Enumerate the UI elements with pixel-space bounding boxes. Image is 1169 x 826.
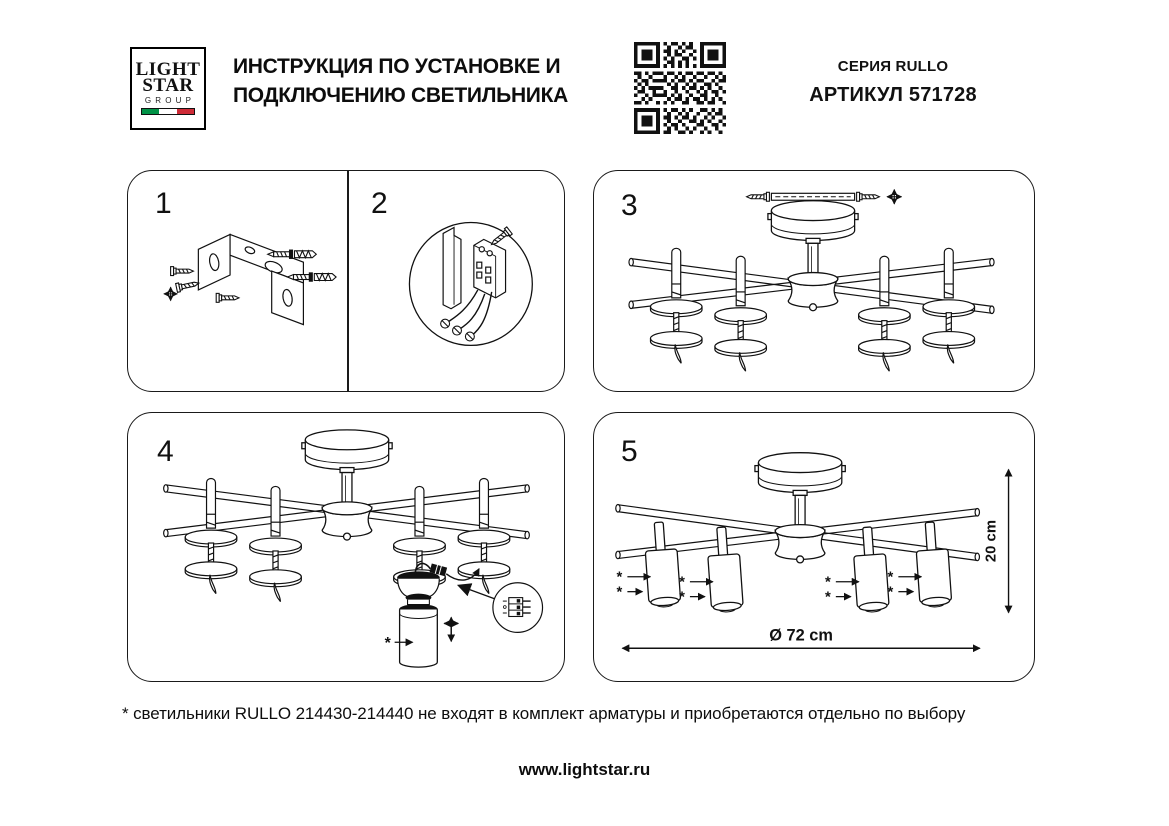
canopy [302, 430, 392, 509]
step-4-number: 4 [157, 435, 174, 468]
detail-circle [409, 223, 532, 346]
screw-and-dowel-icon [288, 273, 337, 281]
central-hub [788, 273, 838, 311]
direction-cross-icon [444, 617, 458, 641]
lamp-socket [398, 572, 440, 605]
mounting-bracket [198, 234, 303, 324]
ceiling-bar [771, 193, 854, 200]
screw-icon [857, 192, 880, 201]
direction-cross-icon [164, 287, 177, 300]
italian-flag-icon [141, 108, 195, 115]
lamp-shade [852, 526, 890, 613]
footnote-asterisk: * [616, 569, 623, 586]
screw-icon [176, 279, 200, 292]
logo-word-star: STAR [142, 74, 194, 96]
footnote-asterisk: * [679, 574, 685, 591]
lamp-cylinder [400, 605, 438, 668]
screw-icon [747, 192, 770, 201]
central-hub [322, 502, 372, 540]
step4-diagram-lamp-connection [128, 413, 564, 681]
lamp-shade [643, 521, 681, 608]
panel-step-3 [593, 170, 1035, 392]
footnote-asterisk: * [887, 584, 894, 601]
step-5-number: 5 [621, 435, 638, 468]
logo-word-group: GROUP [144, 96, 196, 105]
step-2-number: 2 [371, 187, 388, 220]
panel-step-5 [593, 412, 1035, 682]
series-block [793, 58, 993, 107]
height-dimension-label: 20 cm [983, 519, 1000, 563]
terminal-detail-circle [493, 583, 543, 633]
canopy [768, 201, 858, 280]
footnote-asterisk: * [616, 584, 623, 601]
page-title-line2: ПОДКЛЮЧЕНИЮ СВЕТИЛЬНИКА [233, 84, 568, 107]
flag-white [159, 109, 176, 114]
logo-word-light: LIGHT [135, 59, 201, 80]
step5-diagram-final-dimensions [594, 413, 1034, 681]
canopy [755, 453, 845, 532]
footnote-asterisk: * [679, 589, 685, 606]
footnote-asterisk: * [824, 574, 831, 591]
series-label: СЕРИЯ RULLO [837, 58, 949, 75]
qr-code-icon [630, 42, 730, 134]
flag-green [142, 109, 159, 114]
page-title-line1: ИНСТРУКЦИЯ ПО УСТАНОВКЕ И [233, 55, 561, 78]
lamp-shade [706, 526, 744, 613]
panel-step-4 [127, 412, 565, 682]
lamp-holder [650, 248, 702, 363]
step3-diagram-frame-assembly [594, 171, 1034, 391]
lamp-holder [715, 256, 767, 371]
step-3-number: 3 [621, 189, 638, 222]
footnote-text: * светильники RULLO 214430-214440 не входят в комплект арматуры и приобретаются отдельно по выбору [122, 704, 966, 723]
article-label: АРТИКУЛ 571728 [809, 84, 977, 106]
screw-and-dowel-icon [268, 250, 317, 258]
direction-cross-icon [887, 190, 901, 204]
lightstar-logo [130, 47, 206, 130]
lamp-shade [914, 521, 952, 608]
central-hub [775, 525, 825, 563]
panel-steps-1-2 [127, 170, 565, 392]
screw-icon [216, 293, 239, 302]
footnote-asterisk: * [887, 569, 894, 586]
diameter-dimension-label: Ø 72 cm [769, 626, 833, 645]
page-title [233, 52, 568, 110]
footnote-asterisk: * [384, 635, 391, 653]
website-url: www.lightstar.ru [518, 760, 651, 779]
step-1-number: 1 [155, 187, 172, 220]
leader-arrow [459, 586, 497, 600]
lamp-holder [458, 479, 510, 594]
flag-red [177, 109, 194, 114]
footnote-asterisk: * [824, 589, 831, 606]
screw-icon [171, 267, 194, 276]
